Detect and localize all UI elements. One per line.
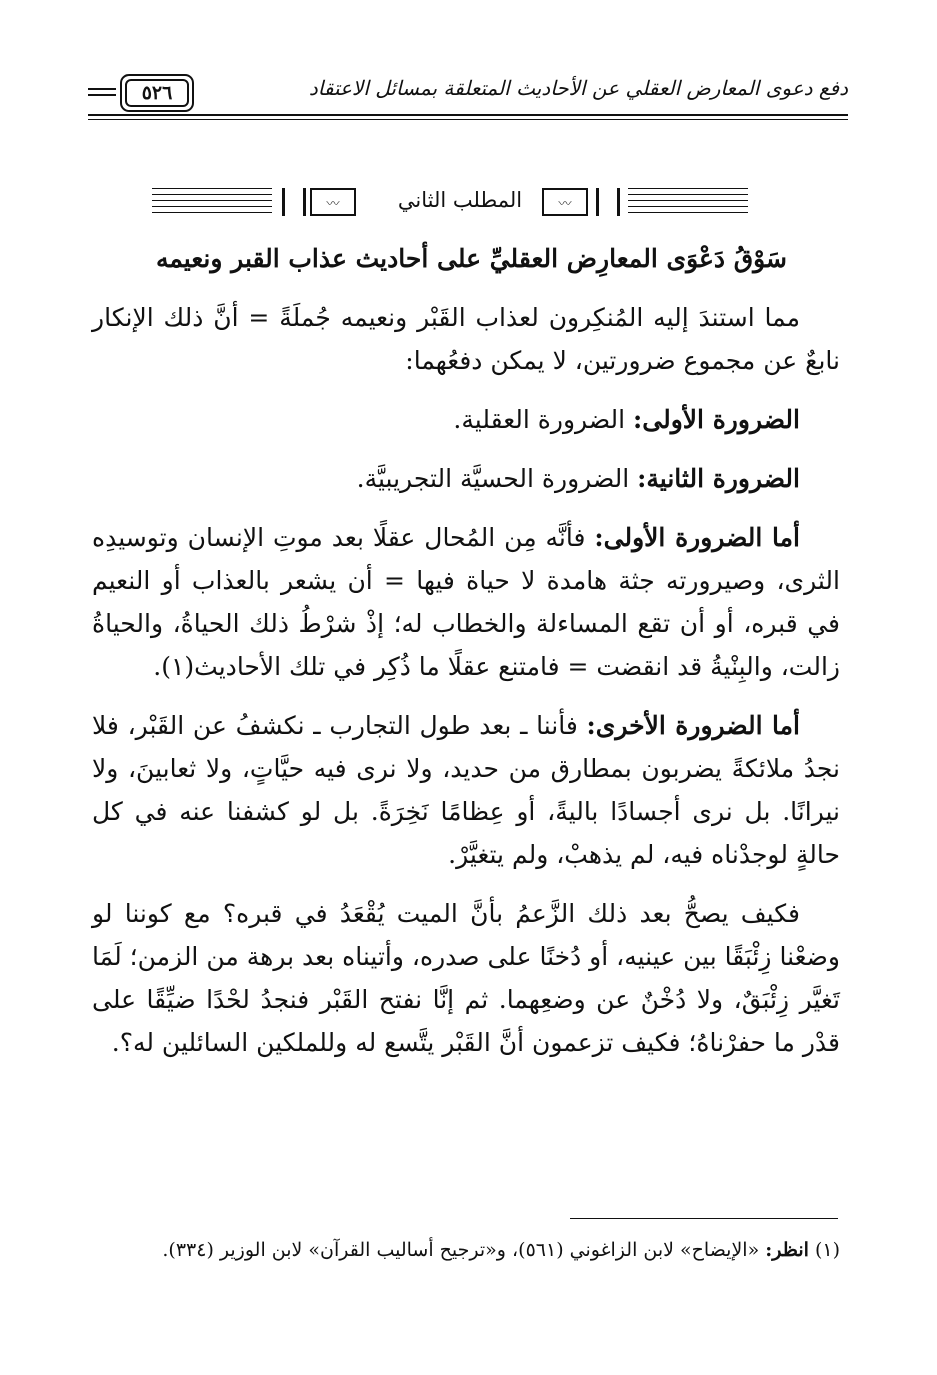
- running-header: [88, 74, 848, 120]
- footnote: [92, 1234, 840, 1266]
- paragraph: [92, 704, 840, 876]
- paragraph-lead: الضرورة الثانية:: [637, 464, 800, 493]
- paragraph-text: فكيف يصحُّ بعد ذلك الزَّعمُ بأنَّ الميت يُقْعَدُ في قبره؟ مع كوننا لو وضعْنا زِئْبَقًا بين عينيه، أو دُخنًا على صدره، وأتيناه بعد برهة من الزمن؛ لَمَا تَغيَّر زِئْبَقٌ، ولا دُخْنٌ عن وضعِهما. ثم إنَّا نفتح القَبْر فنجدُ لحْدًا ضيِّقًا على قدْر ما حفرْناهُ؛ فكيف تزعمون أنَّ القَبْر يتَّسع له وللملكين السائلين له؟.: [92, 899, 840, 1057]
- header-rule: [88, 114, 848, 116]
- section-banner: [152, 182, 768, 224]
- header-rule: [88, 119, 848, 120]
- paragraph-text: الضرورة الحسيَّة التجريبيَّة.: [356, 464, 638, 493]
- body-text: [92, 296, 840, 1080]
- banner-title: المطلب الثاني: [397, 188, 523, 212]
- section-heading: سَوْقُ دَعْوَى المعارِض العقليِّ على أحاديث عذاب القبر ونعيمه: [155, 244, 787, 273]
- footnote-marker: (١): [814, 1239, 840, 1261]
- paragraph-text: الضرورة العقلية.: [453, 405, 634, 434]
- paragraph: [92, 457, 840, 500]
- banner-bars-right: [596, 188, 620, 216]
- footnote-text: «الإيضاح» لابن الزاغوني (٥٦١)، و«ترجيح أساليب القرآن» لابن الوزير (٣٣٤).: [162, 1239, 766, 1261]
- paragraph-text: مما استندَ إليه المُنكِرون لعذاب القَبْر ونعيمه جُملَةً = أنَّ ذلك الإنكار نابعٌ عن مجموع ضرورتين، لا يمكن دفعُهما:: [92, 303, 840, 375]
- paragraph: [92, 296, 840, 382]
- footnote-rule: [570, 1218, 838, 1219]
- banner-ornament-icon: 〰: [542, 188, 588, 216]
- running-title: دفع دعوى المعارض العقلي عن الأحاديث المتعلقة بمسائل الاعتقاد: [308, 76, 848, 100]
- paragraph: [92, 892, 840, 1064]
- paragraph-lead: الضرورة الأولى:: [633, 405, 800, 434]
- banner-ornament-icon: 〰: [310, 188, 356, 216]
- header-dash: [88, 88, 116, 90]
- paragraph-text: فأنَّه مِن المُحال عقلًا بعد موتِ الإنسان وتوسيدِه الثرى، وصيرورته جثة هامدة لا حياة فيها = أن يشعر بالعذاب أو النعيم في قبره، أو أن تقع المساءلة والخطاب له؛ إذْ شرْطُ ذلك الحياةُ، والحياةُ زالت، والبِنْيةُ قد انقضت = فامتنع عقلًا ما ذُكِر في تلك الأحاديث(١).: [92, 523, 840, 681]
- page-number: ٥٢٦: [125, 79, 189, 107]
- paragraph: [92, 398, 840, 441]
- header-dash: [88, 94, 116, 96]
- paragraph-lead: أما الضرورة الأولى:: [594, 523, 801, 552]
- paragraph: [92, 516, 840, 688]
- banner-rules-right: [628, 188, 748, 218]
- paragraph-text: فأننا ـ بعد طول التجارب ـ نكشفُ عن القَبْر، فلا نجدُ ملائكةً يضربون بمطارق من حديد، ولا نرى فيه حيَّاتٍ، ولا ثعابينَ، ولا نيرانًا. بل نرى أجسادًا باليةً، أو عِظامًا نَخِرَةً. بل لو كشفنا عنه في كل حالةٍ لوجدْناه فيه، لم يذهبْ، ولم يتغيَّرْ.: [92, 711, 840, 869]
- footnote-lead: انظر:: [765, 1239, 809, 1261]
- paragraph-lead: أما الضرورة الأخرى:: [586, 711, 800, 740]
- page-number-frame: [120, 74, 194, 112]
